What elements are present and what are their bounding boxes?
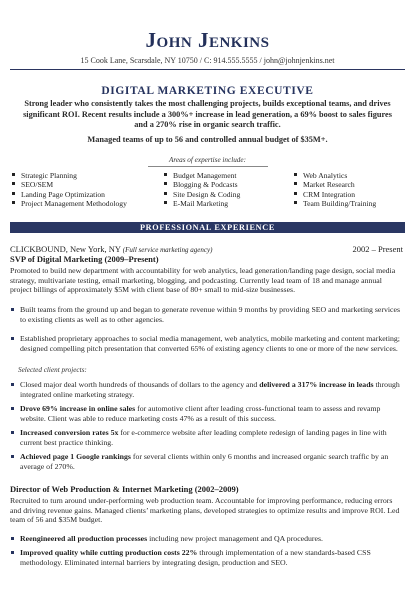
contact-info: 15 Cook Lane, Scarsdale, NY 10750 / C: 914.555.5555 / john@johnjenkins.net xyxy=(80,56,335,65)
section-header-experience: PROFESSIONAL EXPERIENCE xyxy=(10,222,405,233)
expertise-item: Web Analytics xyxy=(294,171,376,180)
bullet-icon xyxy=(164,192,167,195)
expertise-column-3 xyxy=(294,171,376,208)
bullet-icon xyxy=(11,308,14,311)
selected-projects-label: Selected client projects: xyxy=(18,366,87,374)
expertise-item: Market Research xyxy=(294,180,376,189)
header-divider xyxy=(10,69,405,70)
list-item: Built teams from the ground up and began to generate revenue within 9 months by providing SEO and marketing services to existing clients as well as to other agencies. xyxy=(20,305,405,324)
bullet-icon xyxy=(294,201,297,204)
list-item: Increased conversion rates 5x for e-commerce website after leading complete redesign of landing pages in line with current best practice thinking. xyxy=(20,428,405,447)
bullet-icon xyxy=(164,173,167,176)
bullet-icon xyxy=(294,173,297,176)
job-title: Director of Web Production & Internet Marketing (2002–2009) xyxy=(10,484,239,494)
bullet-icon xyxy=(12,192,15,195)
expertise-item: CRM Integration xyxy=(294,190,376,199)
expertise-item: E-Mail Marketing xyxy=(164,199,240,208)
expertise-item: Budget Management xyxy=(164,171,240,180)
expertise-item: Team Building/Training xyxy=(294,199,376,208)
expertise-item: Blogging & Podcasts xyxy=(164,180,240,189)
summary-team-budget: Managed teams of up to 56 and controlled annual budget of $35M+. xyxy=(87,135,328,144)
list-item: Closed major deal worth hundreds of thousands of dollars to the agency and delivered a 317% increase in leads through integrated online marketing strategy. xyxy=(20,380,405,399)
company-note: (Full service marketing agency) xyxy=(122,246,213,254)
job-description: Promoted to build new department with accountability for web analytics, lead generation/landing page design, social media strategy, multivariate testing, email marketing, blogging, and podcasting. Currently lead team of 18 and manage annual project billings of approximately $5M with client base of 80+ small to mid-size businesses. xyxy=(10,266,396,295)
bullet-icon xyxy=(294,182,297,185)
bullet-icon xyxy=(294,192,297,195)
bullet-icon xyxy=(11,551,14,554)
headline: DIGITAL MARKETING EXECUTIVE xyxy=(101,85,314,97)
list-item: Drove 69% increase in online sales for automotive client after leading cross-functional team to assess and revamp website. Client was able to reduce marketing costs 47% as a result of this success. xyxy=(20,404,405,423)
list-item: Reengineered all production processes including new project management and QA procedures. xyxy=(20,534,405,544)
expertise-column-2 xyxy=(164,171,240,208)
bullet-icon xyxy=(11,537,14,540)
bullet-icon xyxy=(11,407,14,410)
bullet-icon xyxy=(12,182,15,185)
resume-name: John Jenkins xyxy=(145,28,270,52)
bullet-icon xyxy=(164,201,167,204)
list-item: Established proprietary approaches to social media management, web analytics, mobile marketing and content marketing; designed compelling pitch presentation that converted 65% of existing agency clients to one or more of the new services. xyxy=(20,334,405,353)
expertise-item: Project Management Methodology xyxy=(12,199,127,208)
expertise-item: Site Design & Coding xyxy=(164,190,240,199)
job-dates: 2002 – Present xyxy=(352,244,403,254)
bullet-icon xyxy=(12,201,15,204)
summary-paragraph: Strong leader who consistently takes the most challenging projects, builds exceptional teams, and drives significant ROI. Recent results include a 300%+ increase in lead generation, a 69% boost to sales figures and a 270% rise in organic search traffic. xyxy=(23,99,392,129)
expertise-divider xyxy=(148,166,268,167)
bullet-icon xyxy=(11,455,14,458)
list-item: Achieved page 1 Google rankings for several clients within only 6 months and increased organic search traffic by an average of 270%. xyxy=(20,452,405,471)
list-item: Improved quality while cutting production costs 22% through implementation of a new standards-based CSS methodology. Eliminated internal barriers by integrating design, production and SEO. xyxy=(20,548,405,567)
bullet-icon xyxy=(11,337,14,340)
job-title: SVP of Digital Marketing (2009–Present) xyxy=(10,254,159,264)
expertise-column-1 xyxy=(12,171,127,208)
bullet-icon xyxy=(11,431,14,434)
expertise-title: Areas of expertise include: xyxy=(169,156,246,164)
bullet-icon xyxy=(164,182,167,185)
expertise-item: SEO/SEM xyxy=(12,180,127,189)
expertise-item: Landing Page Optimization xyxy=(12,190,127,199)
bullet-icon xyxy=(12,173,15,176)
expertise-item: Strategic Planning xyxy=(12,171,127,180)
bullet-icon xyxy=(11,383,14,386)
company-name: CLICKBOUND, New York, NY xyxy=(10,244,121,254)
job-description: Recruited to turn around under-performing web production team. Accountable for improving performance, reducing errors and driving revenue gains. Managed clients’ marketing plans, developed strategies to optimize results and improve ROI. Led team of 56 and $35M budget. xyxy=(10,496,400,525)
